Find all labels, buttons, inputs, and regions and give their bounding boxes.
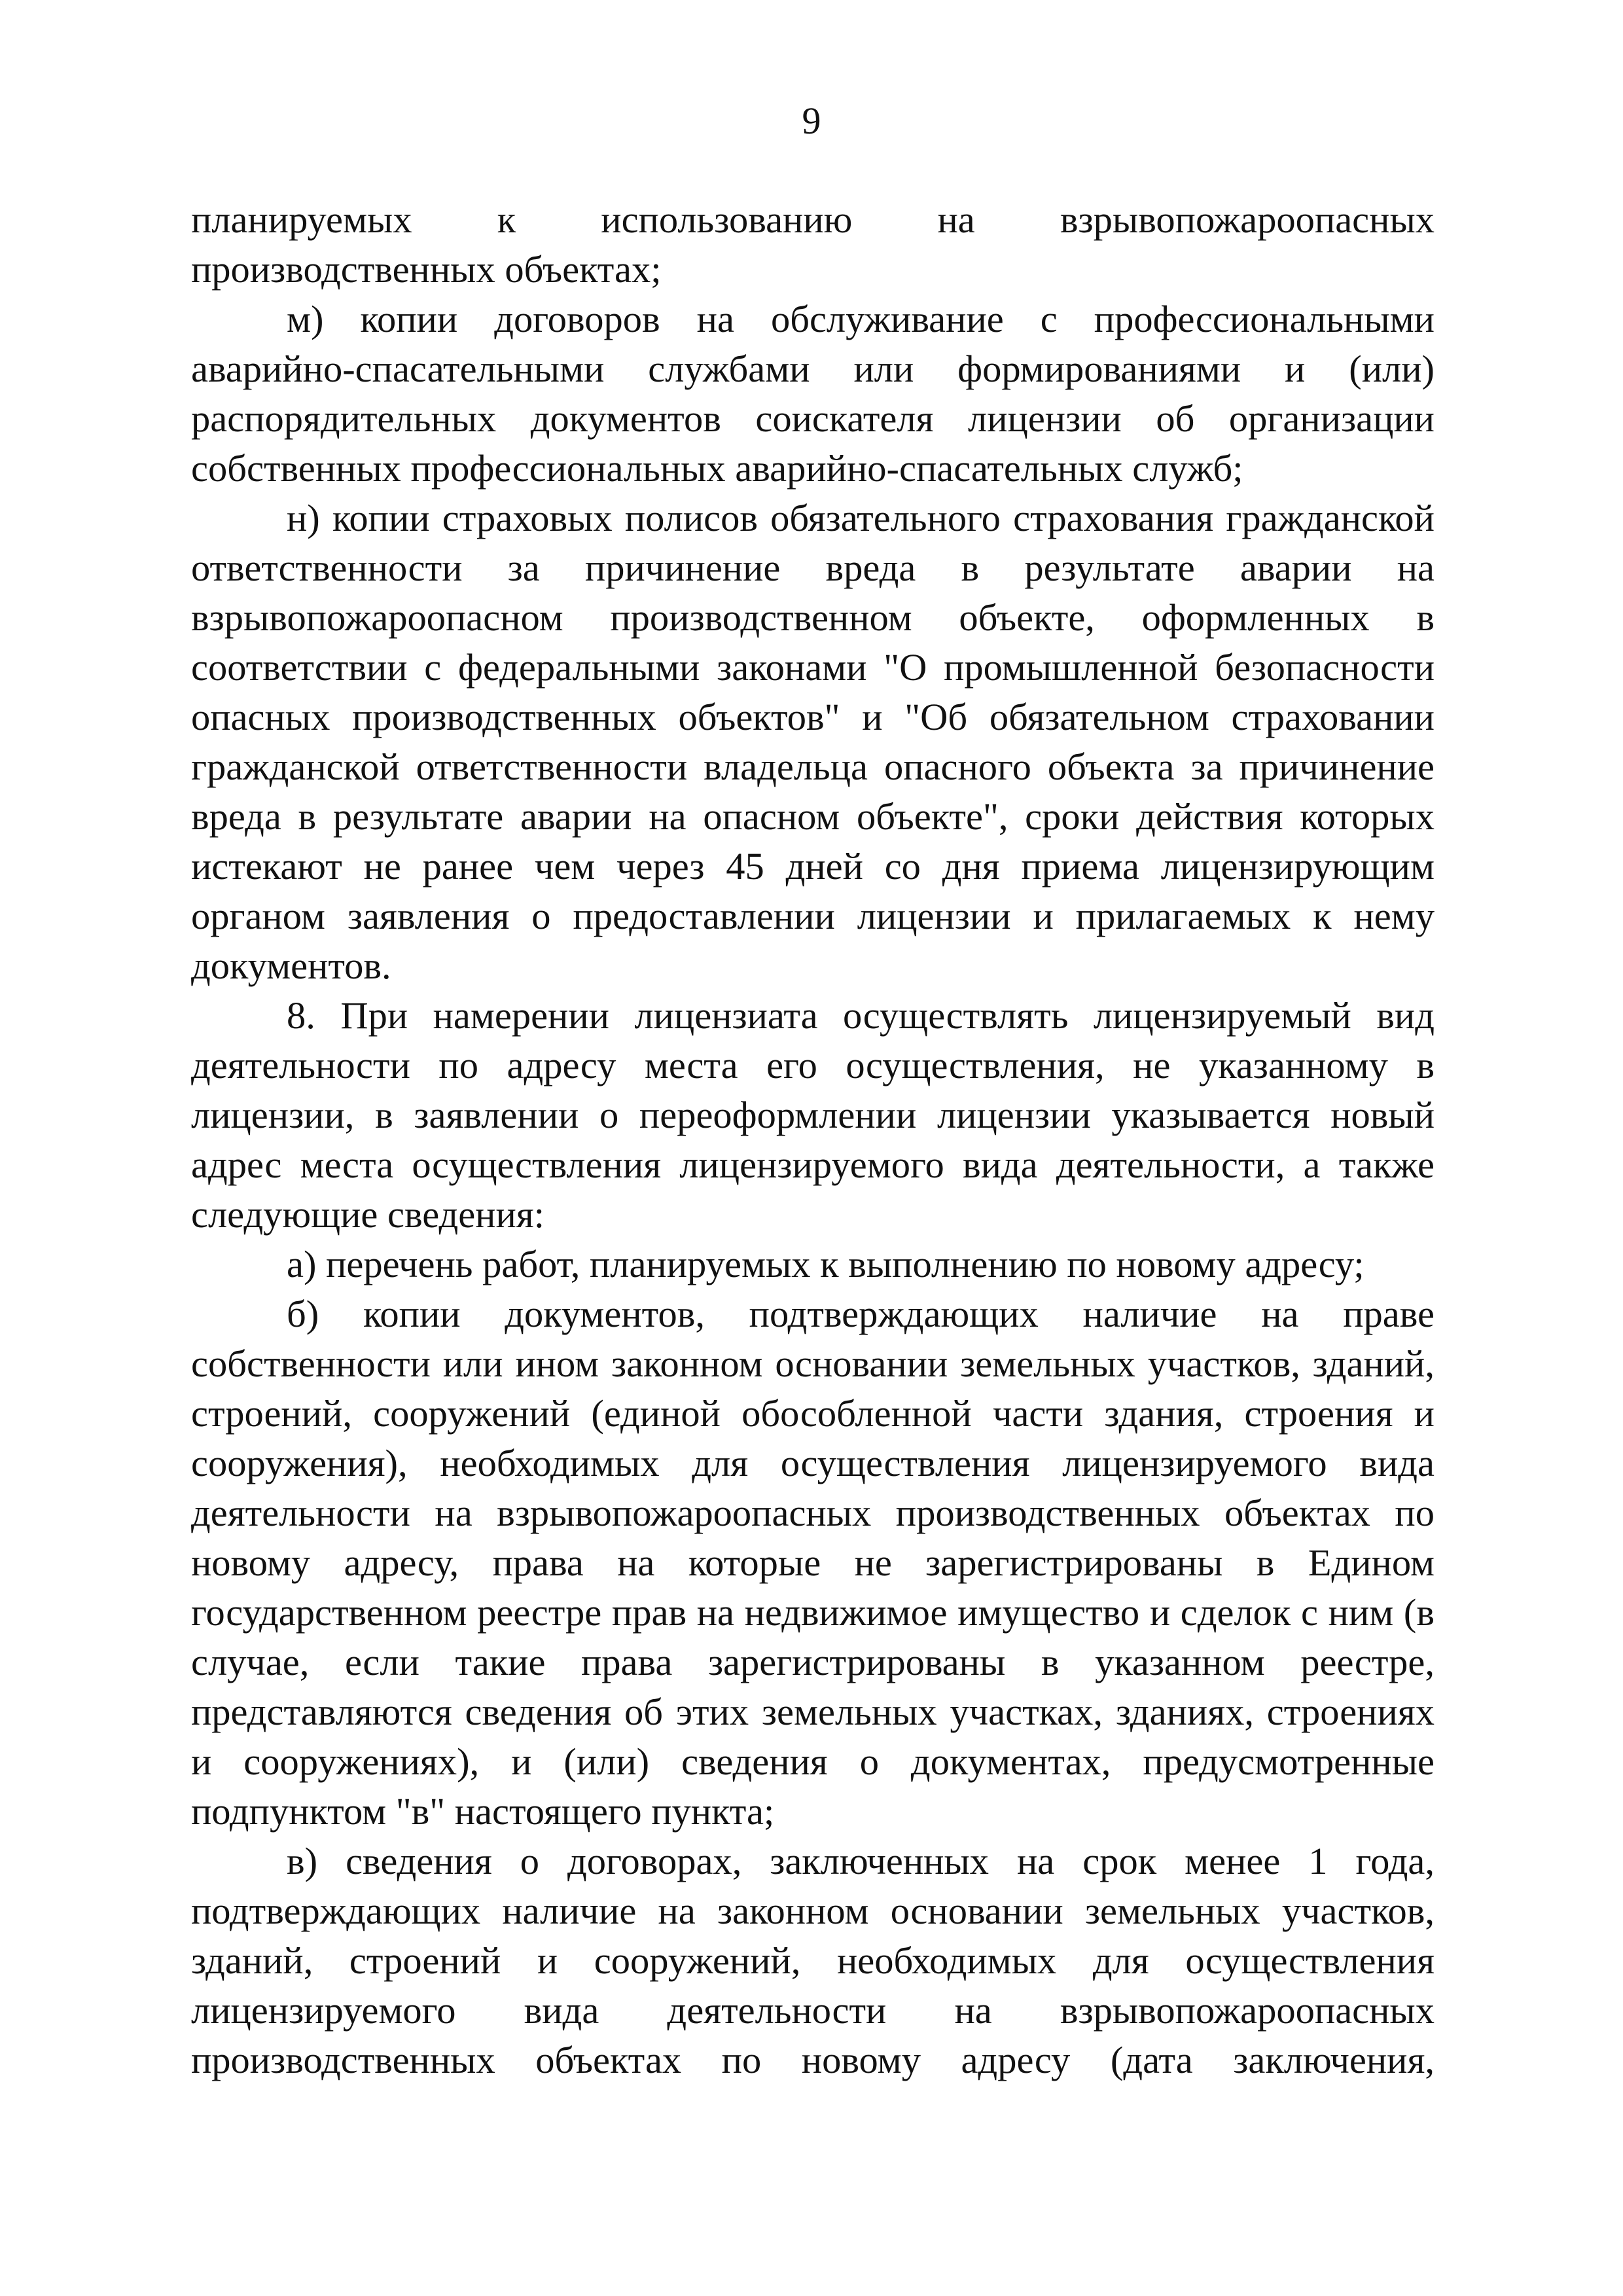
page-number: 9 [802, 99, 821, 142]
paragraph-item-m: м) копии договоров на обслуживание с профессиональными аварийно-спасательными службами или формированиями и (или) распорядительных документов соискателя лицензии об организации собственных профессиональных аварийно-спасательных служб; [191, 298, 1435, 490]
paragraph-item-v: в) сведения о договорах, заключенных на срок менее 1 года, подтверждающих наличие на законном основании земельных участков, зданий, строений и сооружений, необходимых для осуществления лицензируемого вида деятельности на взрывопожароопасных производственных объектах по новому адресу (дата заключения, [191, 1840, 1435, 2081]
paragraph-item-a: а) перечень работ, планируемых к выполнению по новому адресу; [287, 1243, 1364, 1285]
paragraph-point-8: 8. При намерении лицензиата осуществлять лицензируемый вид деятельности по адресу места его осуществления, не указанному в лицензии, в заявлении о переоформлении лицензии указывается новый адрес места осуществления лицензируемого вида деятельности, а также следующие сведения: [191, 994, 1435, 1236]
document-body [191, 195, 1435, 2085]
paragraph-item-n: н) копии страховых полисов обязательного страхования гражданской ответственности за причинение вреда в результате аварии на взрывопожароопасном производственном объекте, оформленных в соответствии с федеральными законами "О промышленной безопасности опасных производственных объектов" и "Об обязательном страховании гражданской ответственности владельца опасного объекта за причинение вреда в результате аварии на опасном объекте", сроки действия которых истекают не ранее чем через 45 дней со дня приема лицензирующим органом заявления о предоставлении лицензии и прилагаемых к нему документов. [191, 497, 1435, 987]
paragraph-item-b: б) копии документов, подтверждающих наличие на праве собственности или ином законном основании земельных участков, зданий, строений, сооружений (единой обособленной части здания, строения и сооружения), необходимых для осуществления лицензируемого вида деятельности на взрывопожароопасных производственных объектах по новому адресу, права на которые не зарегистрированы в Едином государственном реестре прав на недвижимое имущество и сделок с ним (в случае, если такие права зарегистрированы в указанном реестре, представляются сведения об этих земельных участках, зданиях, строениях и сооружениях), и (или) сведения о документах, предусмотренные подпунктом "в" настоящего пункта; [191, 1293, 1435, 1833]
paragraph-continuation-l: планируемых к использованию на взрывопожароопасных производственных объектах; [191, 198, 1435, 291]
